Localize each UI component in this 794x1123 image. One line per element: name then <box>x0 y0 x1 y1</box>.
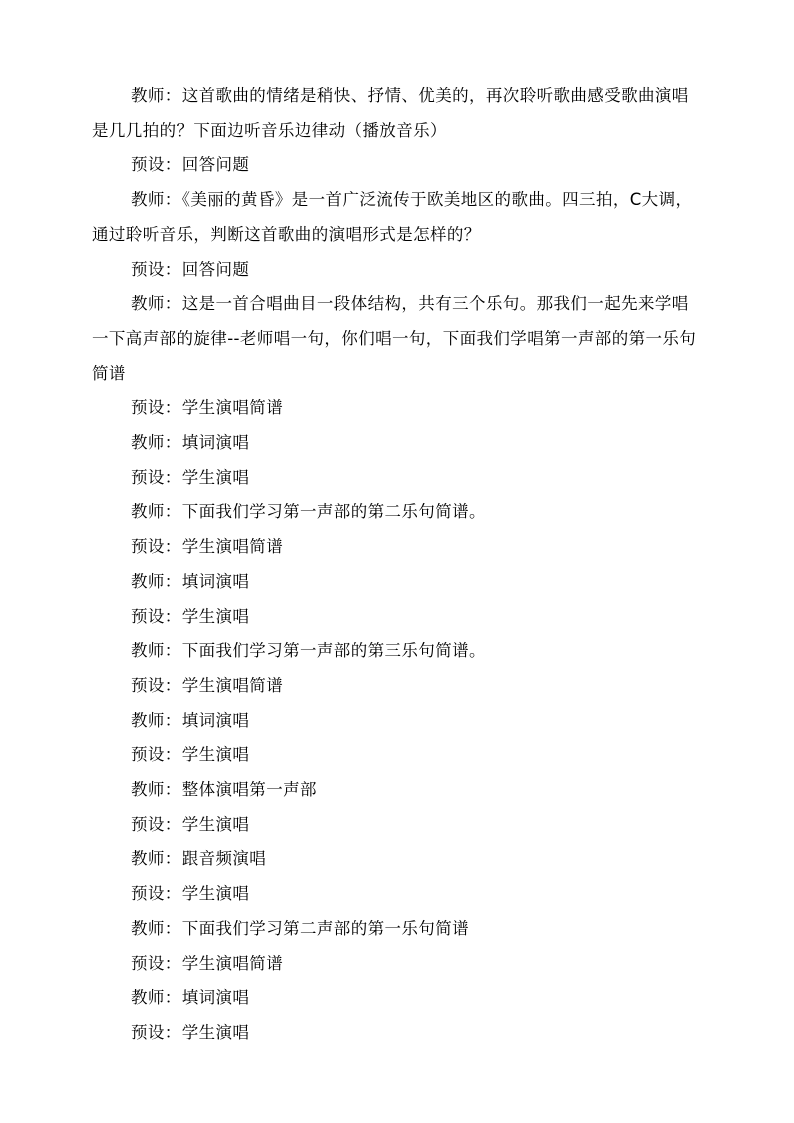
preset-line: 预设：学生演唱 <box>131 1022 250 1042</box>
teacher-line: 教师：填词演唱 <box>131 571 250 591</box>
preset-line: 预设：学生演唱简谱 <box>131 537 284 557</box>
document-body <box>92 79 704 1051</box>
teacher-line: 教师：填词演唱 <box>131 433 250 453</box>
teacher-line: 教师：跟音频演唱 <box>131 849 267 869</box>
preset-line: 预设：学生演唱 <box>131 606 250 626</box>
teacher-line: 教师：整体演唱第一声部 <box>131 780 317 800</box>
teacher-line: 教师：下面我们学习第一声部的第二乐句简谱。 <box>131 502 486 522</box>
teacher-line: 教师：《美丽的黄昏》是一首广泛流传于欧美地区的歌曲。四三拍，C大调，通过聆听音乐，判断这首歌曲的演唱形式是怎样的？ <box>92 190 693 244</box>
preset-line: 预设：回答问题 <box>131 259 250 279</box>
teacher-line: 教师：这是一首合唱曲目一段体结构，共有三个乐句。那我们一起先来学唱一下高声部的旋律--老师唱一句，你们唱一句，下面我们学唱第一声部的第一乐句简谱 <box>92 294 697 383</box>
preset-line: 预设：学生演唱 <box>131 745 250 765</box>
teacher-line: 教师：这首歌曲的情绪是稍快、抒情、优美的，再次聆听歌曲感受歌曲演唱是几几拍的？下面边听音乐边律动（播放音乐） <box>92 86 689 140</box>
preset-line: 预设：学生演唱 <box>131 467 250 487</box>
preset-line: 预设：学生演唱 <box>131 814 250 834</box>
teacher-line: 教师：下面我们学习第二声部的第一乐句简谱 <box>131 918 469 938</box>
teacher-line: 教师：填词演唱 <box>131 710 250 730</box>
preset-line: 预设：回答问题 <box>131 155 250 175</box>
preset-line: 预设：学生演唱简谱 <box>131 675 284 695</box>
teacher-line: 教师：填词演唱 <box>131 988 250 1008</box>
preset-line: 预设：学生演唱简谱 <box>131 398 284 418</box>
preset-line: 预设：学生演唱简谱 <box>131 953 284 973</box>
teacher-line: 教师：下面我们学习第一声部的第三乐句简谱。 <box>131 641 486 661</box>
preset-line: 预设：学生演唱 <box>131 884 250 904</box>
